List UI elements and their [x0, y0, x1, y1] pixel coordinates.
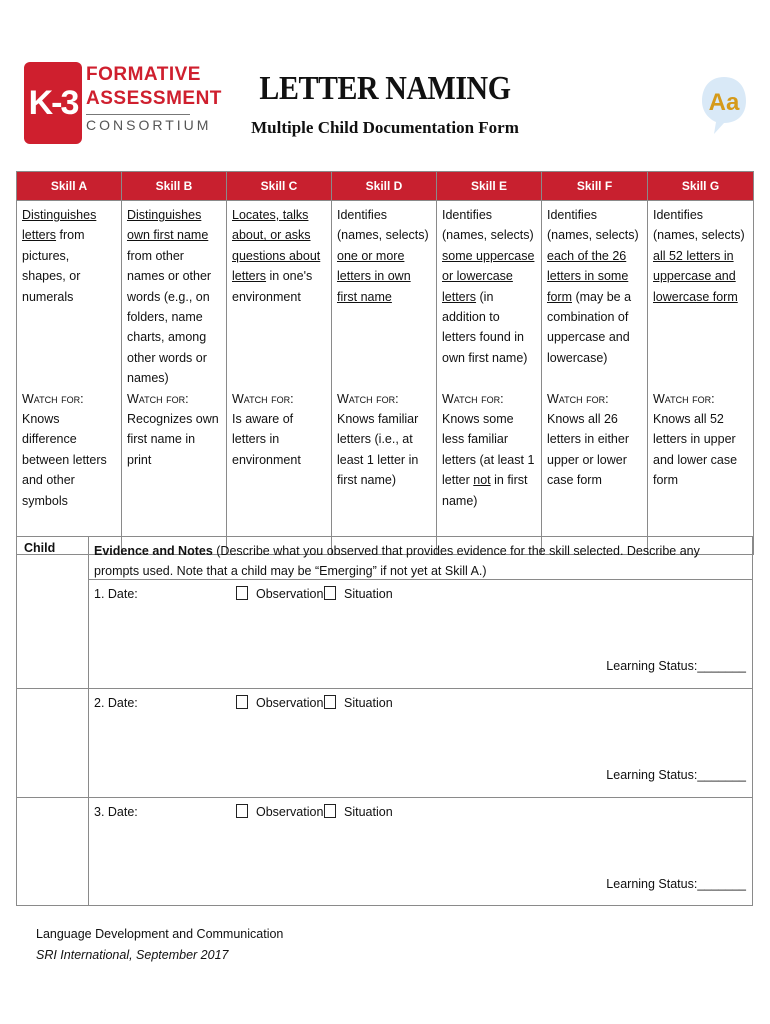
- skill-a-header: Skill A: [17, 172, 122, 201]
- skills-table: [16, 171, 754, 555]
- watch-for-text: Recognizes own first name in print: [127, 412, 219, 467]
- logo-divider: [86, 114, 190, 115]
- entry-3-date-label: 3. Date:: [94, 805, 138, 819]
- skill-c-watch-for: [227, 389, 332, 555]
- skill-f-watch-for: [542, 389, 648, 555]
- skills-watch-for-row: [17, 389, 754, 555]
- aa-speech-bubble-icon: [700, 74, 748, 136]
- skill-f-header: Skill F: [542, 172, 648, 201]
- skill-f-description: Identifies (names, selects) each of the 26 letters in some form (may be a combination of uppercase and lowercase): [542, 201, 648, 389]
- entry-2-observation-option[interactable]: [236, 695, 323, 710]
- watch-for-label: Watch for:: [653, 391, 715, 406]
- entry-1-date-label: 1. Date:: [94, 587, 138, 601]
- watch-for-text: Knows all 52 letters in upper and lower case form: [653, 412, 738, 488]
- skills-description-row: [17, 201, 754, 389]
- logo-line-formative: FORMATIVE: [86, 64, 201, 85]
- skill-a-description: Distinguishes letters from pictures, shapes, or numerals: [17, 201, 122, 389]
- entry-3-observation-option[interactable]: [236, 804, 323, 819]
- observation-label: Observation: [256, 805, 324, 819]
- skill-c-header: Skill C: [227, 172, 332, 201]
- skill-e-watch-for: [437, 389, 542, 555]
- skill-g-header: Skill G: [648, 172, 754, 201]
- footer-domain: Language Development and Communication: [36, 927, 284, 941]
- evidence-section: [16, 536, 753, 906]
- logo-mark: K-3: [24, 62, 82, 144]
- skill-b-description: Distinguishes own first name from other names or other words (e.g., on folders, name charts, among other words or names): [122, 201, 227, 389]
- child-header: Child: [24, 541, 56, 555]
- skill-a-watch-for: [17, 389, 122, 555]
- watch-for-label: Watch for:: [337, 391, 399, 406]
- checkbox-icon[interactable]: [324, 586, 336, 600]
- aa-icon-text: Aa: [708, 89, 740, 116]
- watch-for-label: Watch for:: [547, 391, 609, 406]
- logo-line-consortium: CONSORTIUM: [86, 117, 212, 133]
- situation-label: Situation: [344, 696, 393, 710]
- entry-1-situation-option[interactable]: [324, 586, 393, 601]
- observation-label: Observation: [256, 696, 324, 710]
- row-divider: [88, 579, 752, 580]
- watch-for-label: Watch for:: [442, 391, 504, 406]
- entry-1-observation-option[interactable]: [236, 586, 323, 601]
- skill-e-header: Skill E: [437, 172, 542, 201]
- checkbox-icon[interactable]: [236, 586, 248, 600]
- checkbox-icon[interactable]: [236, 695, 248, 709]
- skill-d-watch-for: [332, 389, 437, 555]
- skill-g-watch-for: [648, 389, 754, 555]
- skill-e-description: Identifies (names, selects) some uppercase or lowercase letters (in addition to letters found in own first name): [437, 201, 542, 389]
- watch-for-text: Knows all 26 letters in either upper or lower case form: [547, 412, 629, 488]
- entry-1-learning-status[interactable]: Learning Status:_______: [606, 659, 746, 673]
- evidence-notes-header: [94, 541, 744, 581]
- watch-for-text: Knows difference between letters and other symbols: [22, 412, 107, 508]
- skill-g-description: Identifies (names, selects) all 52 letters in uppercase and lowercase form: [648, 201, 754, 389]
- watch-for-text: Is aware of letters in environment: [232, 412, 301, 467]
- watch-for-text: Knows familiar letters (i.e., at least 1 letter in first name): [337, 412, 419, 488]
- skill-c-description: Locates, talks about, or asks questions about letters in one's environment: [227, 201, 332, 389]
- skills-header-row: [17, 172, 754, 201]
- child-column-divider: [88, 537, 89, 905]
- footer-credit: SRI International, September 2017: [36, 948, 229, 962]
- skill-b-watch-for: [122, 389, 227, 555]
- checkbox-icon[interactable]: [324, 695, 336, 709]
- logo-line-assessment: ASSESSMENT: [86, 88, 222, 109]
- entry-2-learning-status[interactable]: Learning Status:_______: [606, 768, 746, 782]
- watch-for-label: Watch for:: [127, 391, 189, 406]
- skill-d-header: Skill D: [332, 172, 437, 201]
- row-divider: [17, 688, 752, 689]
- k3-consortium-logo: [24, 62, 222, 146]
- entry-3-learning-status[interactable]: Learning Status:_______: [606, 877, 746, 891]
- page-subtitle: Multiple Child Documentation Form: [251, 118, 519, 137]
- evidence-notes-title: Evidence and Notes: [94, 544, 213, 558]
- entry-2-situation-option[interactable]: [324, 695, 393, 710]
- row-divider: [17, 797, 752, 798]
- checkbox-icon[interactable]: [324, 804, 336, 818]
- checkbox-icon[interactable]: [236, 804, 248, 818]
- page-title: LETTER NAMING: [259, 70, 511, 107]
- watch-for-text: Knows some less familiar letters (at least 1 letter not in first name): [442, 412, 535, 508]
- watch-for-label: Watch for:: [22, 391, 84, 406]
- skill-b-header: Skill B: [122, 172, 227, 201]
- skill-d-description: Identifies (names, selects) one or more letters in own first name: [332, 201, 437, 389]
- evidence-notes-instructions: (Describe what you observed that provides evidence for the skill selected. Describe any prompts used. Note that a child may be “Emerging” if not yet at Skill A.): [94, 544, 700, 578]
- observation-label: Observation: [256, 587, 324, 601]
- entry-3-situation-option[interactable]: [324, 804, 393, 819]
- watch-for-label: Watch for:: [232, 391, 294, 406]
- situation-label: Situation: [344, 805, 393, 819]
- situation-label: Situation: [344, 587, 393, 601]
- entry-2-date-label: 2. Date:: [94, 696, 138, 710]
